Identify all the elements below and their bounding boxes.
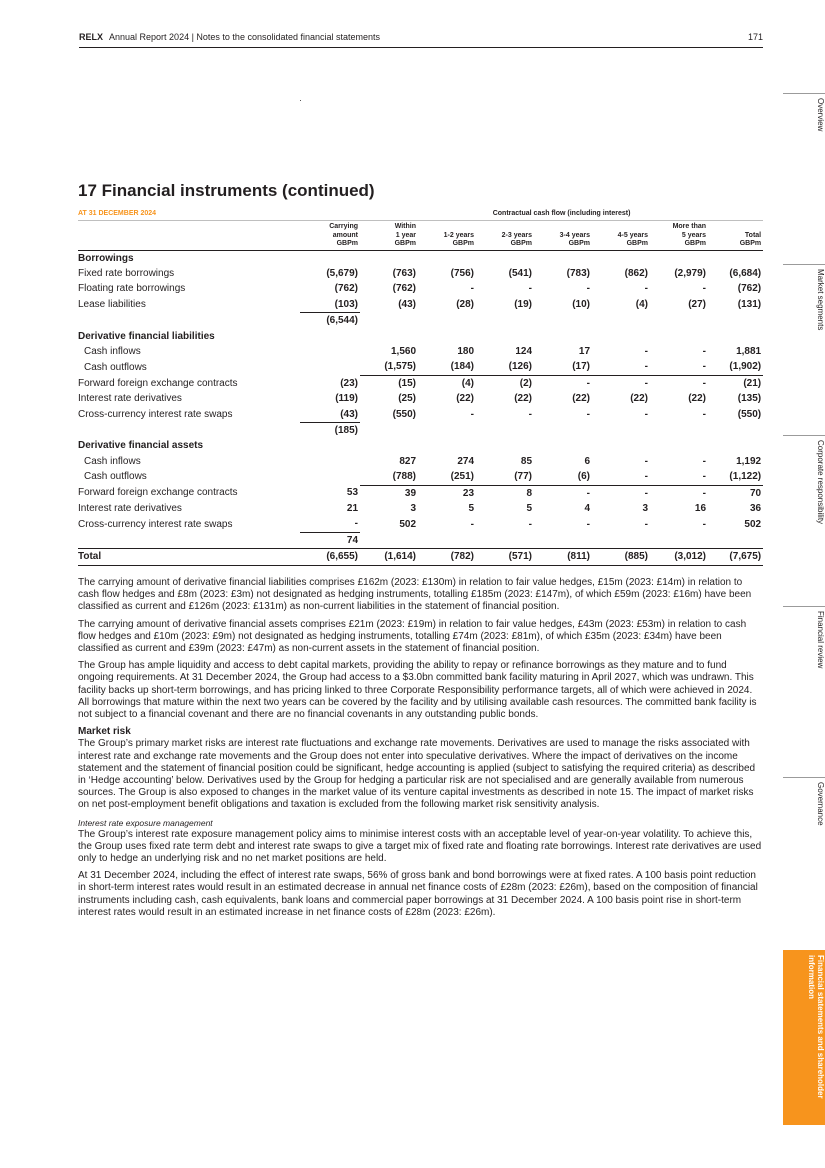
- page-header: [79, 32, 763, 46]
- table-date-row: [78, 208, 763, 221]
- table-cell: -: [586, 377, 591, 389]
- side-tab-market-segments[interactable]: Market segments: [783, 264, 825, 431]
- page-number: 171: [747, 32, 763, 42]
- table-cell: (251): [418, 469, 476, 485]
- table-cell: 4: [584, 503, 591, 514]
- table-cell: (22): [572, 393, 591, 405]
- table-cell: (1,902): [708, 359, 763, 375]
- table-cell: 85: [520, 455, 533, 467]
- table-cell: 5: [468, 503, 475, 514]
- table-cell: (25): [398, 393, 417, 405]
- side-tab-overview[interactable]: Overview: [783, 93, 825, 260]
- table-cell: 1,881: [736, 345, 762, 357]
- table-cell: (15): [398, 377, 417, 389]
- table-cell: 36: [749, 503, 762, 514]
- table-cell: -: [586, 408, 591, 420]
- table-cell: (43): [300, 407, 360, 423]
- table-cell: [300, 454, 360, 469]
- table-cell: (783): [566, 267, 591, 279]
- table-cell: (862): [624, 267, 649, 279]
- table-cell: 1,192: [736, 455, 762, 467]
- table-cell: 124: [515, 345, 533, 357]
- table-cell: (550): [392, 408, 417, 420]
- table-cell: (762): [392, 283, 417, 295]
- header-divider: [79, 47, 763, 48]
- paragraph-interest-rate-sensitivity: At 31 December 2024, including the effect of interest rate swaps, 56% of gross bank and bond borrowings were at fixed rates. A 100 basis point reduction in short-term interest rates would result in an estimated decrease in annual net finance costs of £28m (2023: £26m), based on the composition of financial instruments including cash, cash equivalents, bank loans and commercial paper borrowings at 31 December 2024. A 100 basis point rise in short-term interest rates would result in an estimated increase in net finance costs of £28m (2023: £26m).: [78, 870, 758, 918]
- row-label: Floating rate borrowings: [78, 283, 186, 295]
- table-row: [78, 469, 763, 485]
- table-cell: -: [592, 469, 650, 485]
- interest-rate-exposure-heading: Interest rate exposure management: [78, 817, 213, 828]
- notes-body: [78, 577, 763, 924]
- row-label: Cash inflows: [84, 455, 141, 467]
- table-cell: -: [644, 455, 649, 467]
- table-row: [78, 391, 763, 406]
- section-derivative-liabilities: [78, 329, 763, 344]
- table-cell: -: [650, 469, 708, 485]
- table-cell: (22): [630, 393, 649, 405]
- derivative-liabilities-subtotal: (185): [334, 424, 359, 436]
- table-cell: (19): [514, 298, 533, 310]
- col-head-more5: More than 5 years GBPm: [650, 221, 708, 251]
- col-head-3-4: 3-4 years GBPm: [534, 221, 592, 251]
- derivative-assets-subtotal: 74: [346, 534, 359, 546]
- table-cell: (811): [534, 549, 592, 566]
- table-cell: 17: [578, 345, 591, 357]
- table-cell: (17): [534, 359, 592, 375]
- table-cell: (6,655): [300, 549, 360, 566]
- table-row: [78, 359, 763, 375]
- total-label: Total: [78, 549, 300, 566]
- table-cell: (762): [737, 283, 762, 295]
- subtotal-row: [78, 422, 763, 438]
- row-label: Cross-currency interest rate swaps: [78, 518, 233, 530]
- borrowings-subtotal: (6,544): [326, 315, 359, 327]
- col-head-total: Total GBPm: [708, 221, 763, 251]
- table-cell: 21: [346, 503, 359, 514]
- table-cell: (782): [418, 549, 476, 566]
- stray-dot: [300, 100, 301, 101]
- table-cell: -: [470, 518, 475, 530]
- table-cell: (22): [514, 393, 533, 405]
- table-cell: (4): [635, 298, 649, 310]
- report-title: Annual Report 2024 | Notes to the consolidated financial statements: [109, 32, 381, 42]
- section-title: 17 Financial instruments (continued): [78, 181, 375, 200]
- section-borrowings: [78, 250, 763, 266]
- table-cell: -: [300, 516, 360, 532]
- table-cell: -: [702, 345, 707, 357]
- table-cell: -: [644, 283, 649, 295]
- table-cell: 5: [526, 503, 533, 514]
- table-cell: (77): [476, 469, 534, 485]
- table-row: [78, 297, 763, 313]
- table-cell: 3: [410, 503, 417, 514]
- table-cell: 53: [346, 487, 359, 499]
- table-cell: -: [702, 455, 707, 467]
- table-cell: -: [702, 518, 707, 530]
- row-label: Forward foreign exchange contracts: [78, 377, 238, 389]
- row-label: Forward foreign exchange contracts: [78, 487, 238, 499]
- table-cell: (126): [476, 359, 534, 375]
- table-cell: -: [586, 487, 591, 499]
- table-cell: -: [702, 408, 707, 420]
- table-cell: (2,979): [674, 267, 707, 279]
- market-risk-heading: Market risk: [78, 726, 131, 738]
- table-cell: (3,012): [650, 549, 708, 566]
- table-cell: (571): [476, 549, 534, 566]
- row-label: Interest rate derivatives: [78, 393, 182, 405]
- table-cell: (23): [340, 377, 359, 389]
- table-cell: 502: [744, 518, 762, 530]
- table-cell: 274: [457, 455, 475, 467]
- table-cell: -: [644, 377, 649, 389]
- row-label: Cash inflows: [84, 345, 141, 357]
- table-row: [78, 375, 763, 391]
- table-cell: 1,560: [390, 345, 417, 357]
- table-cell: 39: [404, 487, 417, 499]
- table-cell: (2): [519, 377, 533, 389]
- paragraph-derivative-assets: The carrying amount of derivative financial assets comprises £21m (2023: £19m) in relation to fair value hedges, £43m (2023: £53m) in relation to cash flow hedges and £10m (2023: £9m) not designated as hedging instruments, totalling £74m (2023: £81m), of which £35m (2023: £34m) have been classified as current and £39m (2023: £47m) as non-current assets in the statement of financial position.: [78, 618, 747, 655]
- subtotal-row: [78, 532, 763, 548]
- table-cell: [300, 469, 360, 485]
- table-cell: (550): [737, 408, 762, 420]
- section-heading: Borrowings: [78, 252, 134, 264]
- table-cell: 6: [584, 455, 591, 467]
- table-row: [78, 266, 763, 281]
- table-cell: (10): [572, 298, 591, 310]
- paragraph-liquidity: The Group has ample liquidity and access to debt capital markets, providing the ability to repay or refinance borrowings as they mature and to fund ongoing requirements. At 31 December 2024, the Group had access to a $3.0bn committed bank facility maturing in April 2027, which was undrawn. This facility backs up short-term borrowings, and has pricing linked to three Corporate Responsibility performance targets, all of which were achieved in 2024. All borrowings that mature within the next two years can be covered by the facility and by utilising available cash resources. The committed bank facility is not subject to a financial covenant and there are no financial covenants in any outstanding public bonds.: [78, 660, 757, 721]
- total-row: [78, 549, 763, 566]
- table-cell: -: [650, 359, 708, 375]
- table-cell: 23: [462, 487, 475, 499]
- table-cell: -: [470, 408, 475, 420]
- table-cell: (1,575): [360, 359, 418, 375]
- table-cell: (103): [300, 297, 360, 313]
- table-cell: (7,675): [708, 549, 763, 566]
- contractual-cash-flow-table: [78, 208, 763, 566]
- table-cell: (27): [688, 298, 707, 310]
- table-row: [78, 516, 763, 532]
- table-cell: 502: [399, 518, 417, 530]
- table-row: [78, 281, 763, 296]
- side-tab-financial-statements[interactable]: Financial statements and shareholder information: [783, 950, 825, 1125]
- table-cell: (5,679): [326, 267, 359, 279]
- col-head-carrying: Carrying amount GBPm: [300, 221, 360, 251]
- table-cell: 3: [642, 503, 649, 514]
- table-cell: [300, 344, 360, 359]
- table-cell: (541): [508, 267, 533, 279]
- section-derivative-assets: [78, 438, 763, 453]
- table-cell: (135): [737, 393, 762, 405]
- table-cell: -: [586, 518, 591, 530]
- table-cell: (119): [335, 393, 359, 405]
- table-row: [78, 501, 763, 516]
- table-cell: (762): [334, 283, 359, 295]
- table-cell: -: [702, 487, 707, 499]
- paragraph-interest-rate-policy: The Group’s interest rate exposure management policy aims to minimise interest costs with an acceptable level of year-on-year volatility. To achieve this, the Group uses fixed rate term debt and interest rate swaps to give a target mix of fixed rate and floating rate borrowings. Interest rate derivatives are used only to hedge an underlying risk and no net market positions are held.: [78, 828, 762, 865]
- row-label: Cash outflows: [84, 361, 147, 373]
- table-cell: 827: [399, 455, 417, 467]
- section-heading: Derivative financial assets: [78, 440, 204, 452]
- table-row: [78, 485, 763, 501]
- side-tab-corporate-responsibility[interactable]: Corporate responsibility: [783, 435, 825, 602]
- table-cell: -: [644, 487, 649, 499]
- table-cell: -: [644, 408, 649, 420]
- table-cell: (21): [743, 377, 762, 389]
- table-cell: 16: [694, 503, 707, 514]
- subtotal-row: [78, 313, 763, 329]
- table-cell: (885): [592, 549, 650, 566]
- col-head-within1: Within 1 year GBPm: [360, 221, 418, 251]
- table-row: [78, 407, 763, 423]
- row-label: Fixed rate borrowings: [78, 267, 175, 279]
- col-head-4-5: 4-5 years GBPm: [592, 221, 650, 251]
- table-cell: 70: [749, 487, 762, 499]
- row-label: Interest rate derivatives: [78, 503, 182, 514]
- table-column-headers: [78, 221, 763, 251]
- table-cell: (6,684): [729, 267, 762, 279]
- table-cell: -: [528, 518, 533, 530]
- table-cell: (788): [360, 469, 418, 485]
- table-cell: (131): [737, 298, 762, 310]
- table-cell: -: [592, 359, 650, 375]
- table-cell: (4): [461, 377, 475, 389]
- table-cell: (763): [392, 267, 417, 279]
- table-cell: 8: [526, 487, 533, 499]
- table-date-label: AT 31 DECEMBER 2024: [78, 208, 360, 221]
- col-head-2-3: 2-3 years GBPm: [476, 221, 534, 251]
- row-label: Cross-currency interest rate swaps: [78, 408, 233, 420]
- table-cell: (6): [534, 469, 592, 485]
- col-head-1-2: 1-2 years GBPm: [418, 221, 476, 251]
- col-head-label: [78, 221, 300, 251]
- table-cell: (1,122): [708, 469, 763, 485]
- table-row: [78, 454, 763, 469]
- table-cell: (22): [456, 393, 475, 405]
- table-cell: -: [644, 345, 649, 357]
- side-tab-financial-review[interactable]: Financial review: [783, 606, 825, 773]
- table-cell: -: [528, 283, 533, 295]
- table-cell: (1,614): [360, 549, 418, 566]
- side-tab-governance[interactable]: Governance: [783, 777, 825, 944]
- table-cell: -: [702, 283, 707, 295]
- brand-name: RELX: [79, 32, 104, 42]
- table-cell: (28): [456, 298, 475, 310]
- row-label: Lease liabilities: [78, 298, 146, 310]
- table-cell: (756): [450, 267, 475, 279]
- table-cell: (43): [398, 298, 417, 310]
- table-group-header: Contractual cash flow (including interest): [360, 208, 763, 221]
- table-cell: -: [586, 283, 591, 295]
- table-cell: -: [470, 283, 475, 295]
- table-cell: -: [702, 377, 707, 389]
- table-cell: 180: [457, 345, 475, 357]
- paragraph-market-risk: The Group’s primary market risks are interest rate fluctuations and exchange rate movements. Derivatives are used to manage the risks associated with interest rate and exchange rate movements and the Group does not enter into speculative derivatives. Where the impact of derivatives on the income statement and the statement of financial position could be significant, hedge accounting is applied (subject to satisfying the required criteria) as described in ‘Hedge accounting’ below. Derivatives used by the Group for hedging a particular risk are not specialised and are generally available from numerous sources. The Group is also exposed to changes in the market value of its venture capital investments as described in note 15. The impact of market risks on net post-employment benefit obligations and taxation is excluded from the following market risk sensitivity analysis.: [78, 738, 756, 811]
- table-cell: -: [644, 518, 649, 530]
- row-label: Cash outflows: [84, 471, 147, 483]
- section-heading: Derivative financial liabilities: [78, 330, 215, 342]
- table-cell: [300, 359, 360, 375]
- table-cell: (184): [418, 359, 476, 375]
- table-row: [78, 344, 763, 359]
- table-cell: (22): [688, 393, 707, 405]
- table-cell: -: [528, 408, 533, 420]
- paragraph-derivative-liabilities: The carrying amount of derivative financial liabilities comprises £162m (2023: £130m) in relation to fair value hedges, £15m (2023: £14m) in relation to cash flow hedges and £8m (2023: £3m) not designated as hedging instruments, totalling £185m (2023: £147m), of which £59m (2023: £16m) have been classified as current and £126m (2023: £131m) as non-current liabilities in the statement of financial position.: [78, 577, 752, 613]
